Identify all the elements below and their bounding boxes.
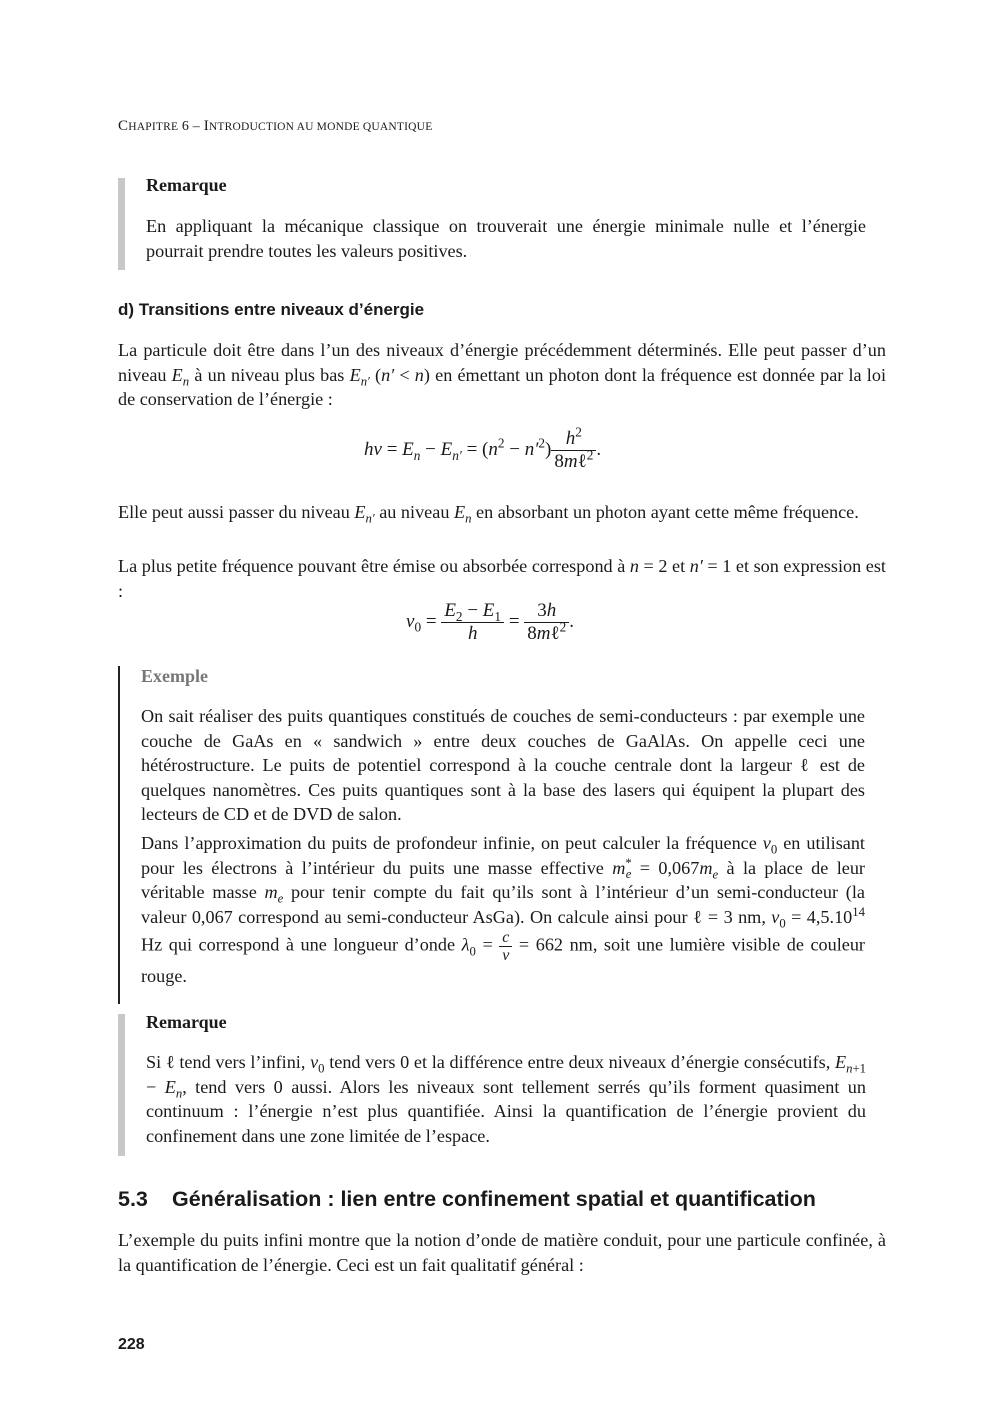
- remark-sidebar: [118, 1014, 125, 1156]
- remark-text: Si ℓ tend vers l’infini, $\nu_0$ tend vers 0 et la différence entre deux niveaux d’énergie consécutifs, $E_{n+1} - E_n$, tend vers 0 aussi. Alors les niveaux sont tellement serrés qu’ils forment quasiment un continuum : l’énergie n’est plus quantifiée. Ainsi la quantification de l’énergie provient du confinement dans une zone limitée de l’espace.: [146, 1052, 866, 1146]
- text-run: au niveau: [374, 502, 454, 522]
- remark-text: [146, 214, 866, 263]
- remark-paragraph: En appliquant la mécanique classique on trouverait une énergie minimale nulle et l’énergie pourrait prendre toutes les valeurs positives.: [146, 216, 866, 261]
- section-number: 5.3: [118, 1187, 148, 1211]
- example-paragraph: On sait réaliser des puits quantiques constitués de couches de semi-conducteurs : par exemple une couche de GaAs en « sandwich » entre deux couches de GaAlAs. On appelle ceci une hétérostructure. Le puits de potentiel correspond à la couche centrale dont la largeur ℓ est de quelques nanomètres. Ces puits quantiques sont à la base des lasers qui équipent la plupart des lecteurs de CD et de DVD de salon.: [141, 706, 865, 825]
- text-run: en émettant un photon dont la fréquence est donnée par la loi de conservation de l’énergie :: [118, 364, 887, 410]
- text-run: La plus petite fréquence pouvant être émise ou absorbée correspond à: [118, 556, 630, 576]
- final-paragraph: L’exemple du puits infini montre que la notion d’onde de matière conduit, pour une particule confinée, à la quantification de l’énergie. Ceci est un fait qualitatif général :: [118, 1230, 886, 1275]
- remark-title: Remarque: [146, 1012, 227, 1032]
- text-run: à la place de leur véritable masse: [141, 857, 865, 903]
- text-run: en absorbant un photon ayant cette même fréquence.: [471, 502, 859, 522]
- energy-transition-equation: $h\nu = E_n - E_{n'} = (n^2 - n'^2)$ $\frac{h^2}{8m\ell^2}$ .: [364, 424, 602, 472]
- text-run: = 662 nm, soit une lumière visible de couleur rouge.: [141, 935, 865, 987]
- header-chapter-initial: C: [118, 118, 129, 134]
- body-paragraph: [118, 1228, 886, 1277]
- text-run: en utilisant pour les électrons à l’intérieur du puits une masse effective: [141, 832, 865, 878]
- remark-sidebar: [118, 178, 125, 270]
- text-run: Hz qui correspond à une longueur d’onde: [141, 935, 462, 956]
- text-run: ,: [761, 906, 772, 927]
- section-heading: [118, 1187, 816, 1212]
- text-run: à un niveau plus bas: [189, 364, 350, 385]
- example-paragraph: Dans l’approximation du puits de profondeur infinie, on peut calculer la fréquence $\nu_0$ en utilisant pour les électrons à l’intérieur du puits une masse effective $m^*_e = 0,067m_e$ à la place de leur véritable masse $m_e$ pour tenir compte du fait qu’ils sont à l’intérieur d’un semi-conducteur (la valeur 0,067 correspond au semi-conducteur AsGa). On calcule ainsi pour ℓ = 3 nm, $\nu_0 = 4,5.10^{14}$ Hz qui correspond à une longueur d’onde $\lambda_0$ = $\frac{c}{\nu}$ = 662 nm, soit une lumière visible de couleur rouge.: [141, 832, 865, 987]
- text-run: et: [667, 556, 690, 576]
- text-run: La particule doit être dans l’un des niveaux d’énergie précédemment déterminés. Elle peut passer d’un niveau: [118, 340, 886, 385]
- text-run: et son expression est :: [118, 556, 886, 601]
- header-title-rest: NTRODUCTION AU MONDE QUANTIQUE: [208, 121, 433, 133]
- text-run: Dans l’approximation du puits de profondeur infinie, on peut calculer la fréquence: [141, 832, 763, 853]
- body-paragraph: La plus petite fréquence pouvant être émise ou absorbée correspond à n = 2 et n′ = 1 et son expression est :: [118, 556, 886, 601]
- page-number: 228: [118, 1336, 145, 1353]
- min-frequency-equation: $\nu_0$ = $\frac{E_2 - E_1}{h}$ = $\frac{3h}{8m\ell^2}$ .: [406, 600, 575, 644]
- example-text: [141, 704, 865, 989]
- text-run: pour tenir compte du fait qu’ils sont à l’intérieur d’un semi-conducteur (la valeur 0,067 correspond au semi-conducteur AsGa). On calcule ainsi pour: [141, 882, 865, 927]
- body-paragraph: Elle peut aussi passer du niveau $E_{n'}$ au niveau $E_n$ en absorbant un photon ayant cette même fréquence.: [118, 502, 859, 526]
- section-title: Généralisation : lien entre confinement spatial et quantification: [172, 1187, 816, 1211]
- subsection-heading: d) Transitions entre niveaux d’énergie: [118, 300, 425, 319]
- header-title-initial: I: [203, 118, 209, 134]
- body-paragraph: La particule doit être dans l’un des niveaux d’énergie précédemment déterminés. Elle peut passer d’un niveau $E_n$ à un niveau plus bas $E_{n'}$ (n′ < n) en émettant un photon dont la fréquence est donnée par la loi de conservation de l’énergie :: [118, 340, 887, 410]
- remark-title: Remarque: [146, 175, 227, 195]
- text-run: tend vers 0 et la différence entre deux niveaux d’énergie consécutifs,: [324, 1052, 835, 1072]
- text-run: , tend vers 0 aussi. Alors les niveaux sont tellement serrés qu’ils forment quasiment un continuum : l’énergie n’est plus quantifiée. Ainsi la quantification de l’énergie provient du confinement dans une zone limitée de l’espace.: [146, 1076, 866, 1146]
- header-chapter-word: HAPITRE: [128, 121, 179, 133]
- text-run: Elle peut aussi passer du niveau: [118, 502, 355, 522]
- running-header: [118, 118, 432, 135]
- example-title: Exemple: [141, 666, 208, 686]
- example-sidebar: [118, 666, 120, 1004]
- header-chapter-number: 6 –: [178, 119, 204, 134]
- text-run: Si ℓ tend vers l’infini,: [146, 1052, 311, 1072]
